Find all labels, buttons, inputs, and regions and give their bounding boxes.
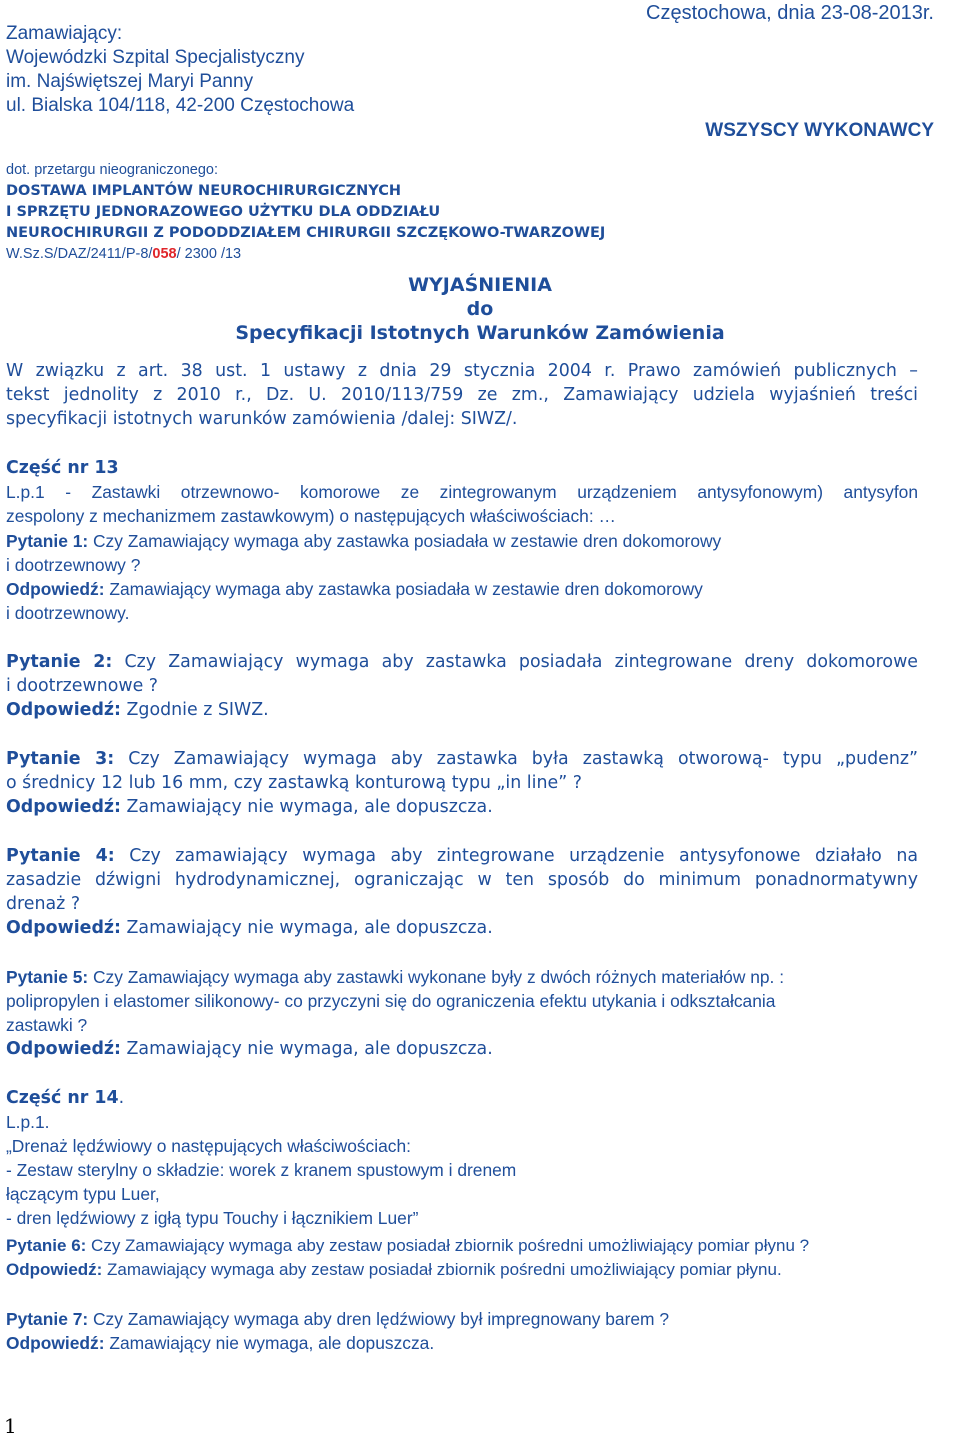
addressee: WSZYSCY WYKONAWCY — [705, 120, 934, 141]
question-6-label: Pytanie 6: — [6, 1236, 87, 1255]
part14-heading-dot: . — [118, 1088, 125, 1108]
question-1-cont: i dootrzewnowy ? — [6, 555, 141, 575]
question-6-text: Czy Zamawiający wymaga aby zestaw posiadał zbiornik pośredni umożliwiający pomiar płynu ? — [86, 1236, 810, 1255]
answer-2-text: Zgodnie z SIWZ. — [120, 700, 269, 720]
part13-heading: Część nr 13 — [6, 458, 119, 478]
question-3-text: Czy Zamawiający wymaga aby zastawka była zastawką otworową- typu „pudenz” — [114, 749, 918, 769]
place-date: Częstochowa, dnia 23-08-2013r. — [646, 2, 934, 24]
answer-6 — [6, 1258, 782, 1282]
question-1-label: Pytanie 1: — [6, 531, 89, 551]
answer-3-label: Odpowiedź: — [6, 797, 121, 817]
tender-intro: dot. przetargu nieograniczonego: — [6, 162, 219, 178]
question-5-text: Czy Zamawiający wymaga aby zastawki wykonane były z dwóch różnych materiałów np. : — [88, 967, 785, 987]
question-2-label: Pytanie 2: — [6, 652, 113, 672]
part14-item-line2: - Zestaw sterylny o składzie: worek z kranem spustowym i drenem — [6, 1160, 517, 1180]
tender-title-line3: NEUROCHIRURGII Z PODODDZIAŁEM CHIRURGII SZCZĘKOWO-TWARZOWEJ — [6, 225, 606, 241]
question-3-cont: o średnicy 12 lub 16 mm, czy zastawką konturową typu „in line” ? — [6, 773, 582, 793]
part14-item-line3: łączącym typu Luer, — [6, 1184, 160, 1204]
intro-line2: tekst jednolity z 2010 r., Dz. U. 2010/113/759 ze zm., Zamawiający udziela wyjaśnień treści — [6, 385, 918, 405]
question-4-cont: zasadzie dźwigni hydrodynamicznej, ograniczając w ten sposób do minimum ponadnormatywny — [6, 870, 918, 890]
question-1-text: Czy Zamawiający wymaga aby zastawka posiadała w zestawie dren dokomorowy — [88, 531, 722, 551]
question-4-text: Czy zamawiający wymaga aby zintegrowane urządzenie antysyfonowe działało na — [114, 846, 918, 866]
answer-7-label: Odpowiedź: — [6, 1333, 105, 1353]
tender-title-line2: I SPRZĘTU JEDNORAZOWEGO UŻYTKU DLA ODDZIAŁU — [6, 204, 441, 220]
answer-7-text: Zamawiający nie wymaga, ale dopuszcza. — [104, 1333, 435, 1353]
tender-title-line1: DOSTAWA IMPLANTÓW NEUROCHIRURGICZNYCH — [6, 183, 401, 199]
answer-1-text: Zamawiający wymaga aby zastawka posiadała w zestawie dren dokomorowy — [104, 579, 703, 599]
orderer-address: ul. Bialska 104/118, 42-200 Częstochowa — [6, 95, 355, 116]
doc-title-spec: Specyfikacji Istotnych Warunków Zamówienia — [235, 322, 725, 344]
question-7-label: Pytanie 7: — [6, 1309, 89, 1329]
answer-5-text: Zamawiający nie wymaga, ale dopuszcza. — [120, 1039, 493, 1059]
orderer-name-line2: im. Najświętszej Maryi Panny — [6, 71, 254, 92]
answer-2-label: Odpowiedź: — [6, 700, 121, 720]
answer-6-text: Zamawiający wymaga aby zestaw posiadał zbiornik pośredni umożliwiający pomiar płynu. — [102, 1260, 782, 1279]
answer-4 — [6, 916, 493, 940]
reference-number — [6, 244, 241, 265]
ref-suffix: / 2300 /13 — [176, 246, 242, 262]
intro-line1: W związku z art. 38 ust. 1 ustawy z dnia 29 stycznia 2004 r. Prawo zamówień publicznych – — [6, 361, 918, 381]
question-4-cont2: drenaż ? — [6, 894, 81, 914]
page-number: 1 — [4, 1414, 17, 1438]
part14-lp: L.p.1. — [6, 1112, 50, 1132]
part14-item-line1: „Drenaż lędźwiowy o następujących właściwościach: — [6, 1136, 411, 1156]
part14-heading — [6, 1086, 124, 1110]
question-4 — [6, 844, 918, 868]
orderer-label: Zamawiający: — [6, 23, 123, 44]
answer-2 — [6, 698, 269, 722]
question-1 — [6, 529, 721, 553]
answer-1-cont: i dootrzewnowy. — [6, 603, 130, 623]
answer-4-label: Odpowiedź: — [6, 918, 121, 938]
doc-title: WYJAŚNIENIA — [408, 274, 552, 296]
ref-number: 058 — [152, 246, 177, 262]
question-6 — [6, 1234, 809, 1258]
question-4-label: Pytanie 4: — [6, 846, 115, 866]
ref-mid: S/DAZ/2411/P-8/ — [43, 246, 153, 262]
question-5-cont2: zastawki ? — [6, 1015, 88, 1035]
question-3 — [6, 747, 918, 771]
answer-3 — [6, 795, 493, 819]
answer-7 — [6, 1331, 434, 1355]
answer-3-text: Zamawiający nie wymaga, ale dopuszcza. — [120, 797, 493, 817]
answer-1 — [6, 577, 703, 601]
orderer-name-line1: Wojewódzki Szpital Specjalistyczny — [6, 47, 305, 68]
question-2-cont: i dootrzewnowe ? — [6, 676, 159, 696]
answer-6-label: Odpowiedź: — [6, 1260, 103, 1279]
answer-1-label: Odpowiedź: — [6, 579, 105, 599]
ref-prefix: W.Sz. — [6, 246, 44, 262]
question-2-text: Czy Zamawiający wymaga aby zastawka posiadała zintegrowane dreny dokomorowe — [112, 652, 918, 672]
question-7-text: Czy Zamawiający wymaga aby dren lędźwiowy był impregnowany barem ? — [88, 1309, 670, 1329]
doc-title-do: do — [466, 298, 494, 320]
question-5 — [6, 965, 784, 989]
question-5-label: Pytanie 5: — [6, 967, 89, 987]
answer-4-text: Zamawiający nie wymaga, ale dopuszcza. — [120, 918, 493, 938]
question-3-label: Pytanie 3: — [6, 749, 115, 769]
answer-5-label: Odpowiedź: — [6, 1039, 121, 1059]
question-7 — [6, 1307, 669, 1331]
part13-lp-line2: zespolony z mechanizmem zastawkowym) o następujących właściwościach: … — [6, 506, 616, 526]
question-5-cont: polipropylen i elastomer silikonowy- co przyczyni się do ograniczenia efektu utykania i odkształcania — [6, 991, 776, 1011]
question-2 — [6, 650, 918, 674]
part14-heading-text: Część nr 14 — [6, 1088, 119, 1108]
intro-line3: specyfikacji istotnych warunków zamówienia /dalej: SIWZ/. — [6, 409, 518, 429]
answer-5 — [6, 1037, 493, 1061]
part13-lp-line1: L.p.1 - Zastawki otrzewnowo- komorowe ze zintegrowanym urządzeniem antysyfonowym) antysyfon — [6, 482, 918, 502]
part14-item-line4: - dren lędźwiowy z igłą typu Touchy i łącznikiem Luer” — [6, 1208, 419, 1228]
